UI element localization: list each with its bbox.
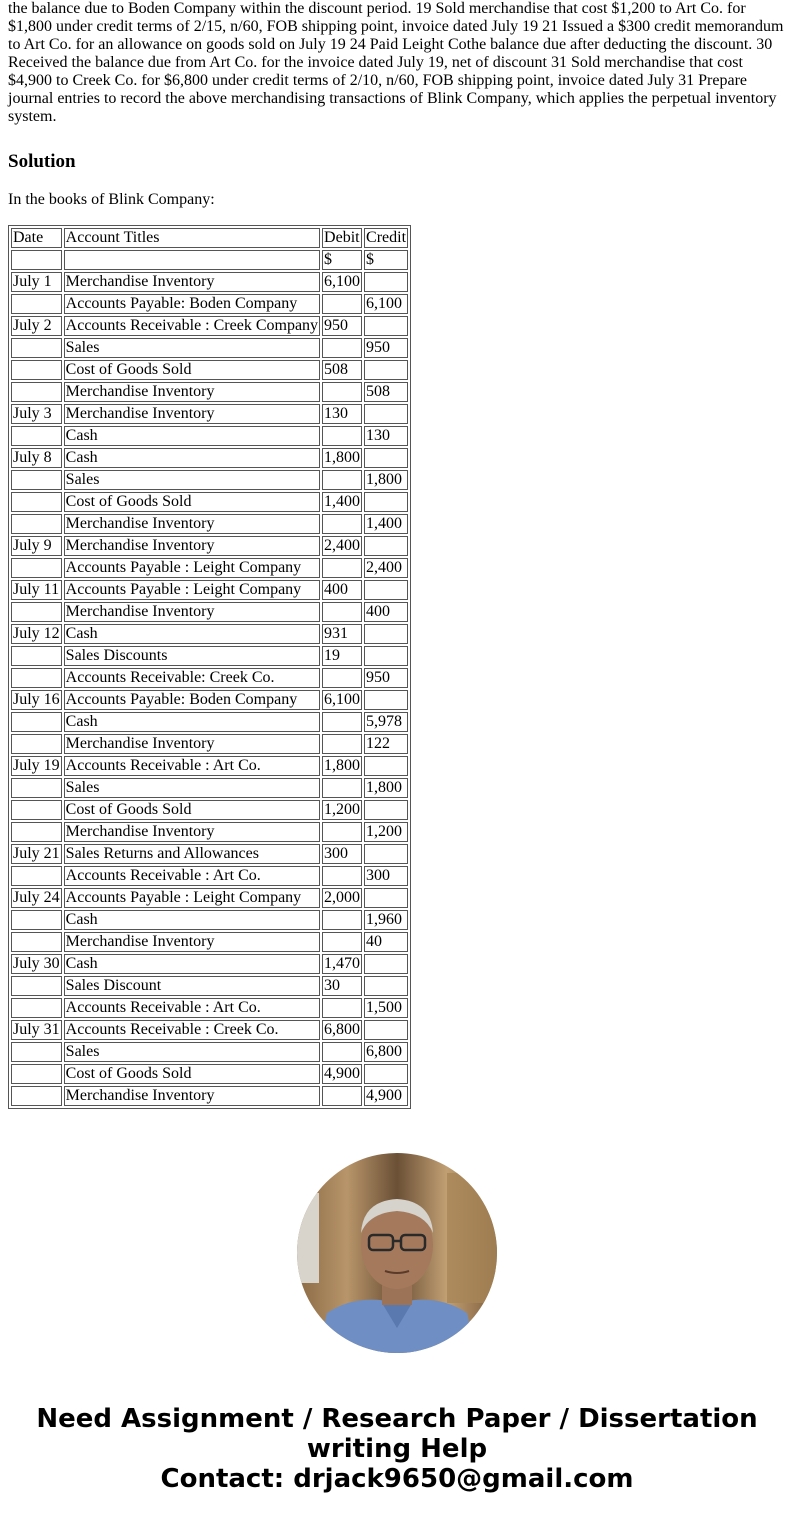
cell-debit — [322, 426, 362, 446]
table-header-row — [11, 228, 408, 248]
cell-account: Merchandise Inventory — [64, 536, 320, 556]
cell-debit: 1,800 — [324, 449, 361, 466]
cell-account: Accounts Payable : Leight Company — [64, 888, 320, 908]
table-row — [11, 932, 408, 952]
table-row — [11, 294, 408, 314]
cell-date: July 30 — [13, 955, 60, 972]
cell-date — [11, 294, 62, 314]
cell-debit: 300 — [322, 844, 362, 864]
cell-account: Cash — [64, 712, 320, 732]
table-row — [11, 580, 408, 600]
cell-account: Accounts Receivable : Creek Co. — [64, 1020, 320, 1040]
table-row — [11, 800, 408, 820]
table-row — [11, 1086, 408, 1106]
cell-account: Cash — [64, 426, 320, 446]
cell-debit: 931 — [322, 624, 362, 644]
cell-debit — [322, 866, 362, 886]
journal-table — [8, 225, 411, 1109]
cell-date — [11, 778, 62, 798]
cell-credit: 950 — [364, 338, 408, 358]
intro-text: In the books of Blink Company: — [8, 191, 215, 208]
cell-credit — [364, 360, 408, 380]
cell-date — [11, 470, 62, 490]
cell-date — [11, 866, 62, 886]
cell-debit — [322, 932, 362, 952]
cell-date — [11, 360, 62, 380]
table-row — [11, 646, 408, 666]
cell-debit — [322, 338, 362, 358]
table-row — [11, 690, 408, 710]
cell-date: July 31 — [13, 1021, 60, 1038]
cell-credit — [364, 404, 408, 424]
cell-account: Cash — [64, 910, 320, 930]
cell-credit: 1,800 — [364, 778, 408, 798]
cell-debit: 1,470 — [324, 955, 361, 972]
journal-body — [11, 250, 408, 1106]
table-row — [11, 888, 408, 908]
table-row — [11, 712, 408, 732]
cell-date — [11, 712, 62, 732]
cell-debit — [322, 910, 362, 930]
table-row — [11, 426, 408, 446]
table-row — [11, 998, 408, 1018]
main-content — [8, 0, 786, 1109]
cell-date — [11, 492, 62, 512]
cell-credit — [364, 690, 408, 710]
cell-debit — [322, 382, 362, 402]
table-row — [11, 668, 408, 688]
cell-date — [11, 1086, 62, 1106]
cell-account: Accounts Receivable : Creek Company — [65, 317, 319, 334]
cell-debit — [322, 602, 362, 622]
cell-debit: 1,800 — [324, 757, 361, 774]
table-row — [11, 624, 408, 644]
cell-debit — [322, 1042, 362, 1062]
cell-account: Merchandise Inventory — [64, 514, 320, 534]
table-row — [11, 734, 408, 754]
table-row — [11, 250, 408, 270]
cell-date: July 12 — [13, 625, 60, 642]
portrait-svg — [297, 1153, 497, 1353]
header-credit: Credit — [366, 229, 407, 246]
cell-credit — [364, 316, 408, 336]
cell-account: Accounts Receivable : Art Co. — [64, 866, 320, 886]
cta-line-2: writing Help — [306, 1434, 488, 1464]
cell-account: Merchandise Inventory — [64, 1086, 320, 1106]
cell-date — [11, 976, 62, 996]
table-row — [11, 1064, 408, 1084]
cell-debit — [322, 470, 362, 490]
cell-account: Sales — [64, 338, 320, 358]
cell-debit: 19 — [322, 646, 362, 666]
cell-debit: 1,400 — [324, 493, 361, 510]
cell-date — [11, 382, 62, 402]
table-row — [11, 1042, 408, 1062]
cell-debit — [322, 514, 362, 534]
table-row — [11, 404, 408, 424]
cell-account: Accounts Receivable : Art Co. — [64, 998, 320, 1018]
cell-debit: 6,800 — [324, 1021, 361, 1038]
cell-credit: 130 — [364, 426, 408, 446]
cell-account: Sales — [64, 470, 320, 490]
cell-debit: 6,100 — [324, 273, 361, 290]
cell-date — [11, 800, 62, 820]
cell-debit: 508 — [322, 360, 362, 380]
cell-account: Accounts Payable : Leight Company — [64, 558, 320, 578]
cell-debit: 4,900 — [324, 1065, 361, 1082]
cell-date: July 3 — [11, 404, 62, 424]
table-row — [11, 558, 408, 578]
table-row — [11, 338, 408, 358]
cell-credit — [364, 492, 408, 512]
cell-date — [11, 250, 62, 270]
table-row — [11, 272, 408, 292]
cell-credit: $ — [364, 250, 408, 270]
cell-credit: 508 — [364, 382, 408, 402]
cell-credit — [364, 1020, 408, 1040]
cell-account: Merchandise Inventory — [64, 932, 320, 952]
table-row — [11, 822, 408, 842]
cell-date — [11, 602, 62, 622]
cell-account: Sales Returns and Allowances — [64, 844, 320, 864]
cta-line-1: Need Assignment / Research Paper / Dissertation — [36, 1404, 758, 1434]
cell-credit: 950 — [364, 668, 408, 688]
table-row — [11, 1020, 408, 1040]
table-row — [11, 602, 408, 622]
cell-credit — [364, 844, 408, 864]
cell-debit — [322, 822, 362, 842]
cell-credit: 6,100 — [364, 294, 408, 314]
cell-credit — [364, 756, 408, 776]
cell-date: July 9 — [11, 536, 62, 556]
cell-account: Merchandise Inventory — [64, 272, 320, 292]
cell-credit: 1,500 — [364, 998, 408, 1018]
cell-credit — [364, 448, 408, 468]
cell-account: Cost of Goods Sold — [64, 800, 320, 820]
solution-heading: Solution — [8, 151, 76, 172]
cell-date: July 21 — [13, 845, 60, 862]
cell-date — [11, 646, 62, 666]
table-row — [11, 844, 408, 864]
cell-date — [11, 338, 62, 358]
cell-debit: 30 — [322, 976, 362, 996]
contact-banner — [0, 1404, 794, 1494]
cell-account — [64, 250, 320, 270]
cell-date: July 16 — [13, 691, 60, 708]
cell-date: July 24 — [13, 889, 60, 906]
cell-credit — [364, 580, 408, 600]
cell-date: July 19 — [13, 757, 60, 774]
table-row — [11, 778, 408, 798]
cell-account: Cash — [64, 624, 320, 644]
cell-account: Cost of Goods Sold — [64, 1064, 320, 1084]
cell-date — [11, 558, 62, 578]
table-row — [11, 514, 408, 534]
cell-debit — [322, 998, 362, 1018]
cell-credit — [364, 272, 408, 292]
cell-credit: 40 — [364, 932, 408, 952]
cell-credit — [364, 888, 408, 908]
cell-account: Merchandise Inventory — [64, 734, 320, 754]
problem-text: the balance due to Boden Company within the discount period. 19 Sold merchandise that cost $1,200 to Art Co. for $1,800 under credit terms of 2/15, n/60, FOB shipping point, invoice dated July 19 21 Issued a $300 credit memorandum to Art Co. for an allowance on goods sold on July 19 24 Paid Leight Cothe balance due after deducting the discount. 30 Received the balance due from Art Co. for the invoice dated July 19, net of discount 31 Sold merchandise that cost $4,900 to Creek Co. for $6,800 under credit terms of 2/10, n/60, FOB shipping point, invoice dated July 31 Prepare journal entries to record the above merchandising transactions of Blink Company, which applies the perpetual inventory system. — [8, 0, 784, 125]
cell-account: Sales — [64, 778, 320, 798]
cell-debit: 2,000 — [324, 889, 361, 906]
cell-debit — [322, 294, 362, 314]
table-row — [11, 470, 408, 490]
table-row — [11, 360, 408, 380]
cell-debit: 130 — [322, 404, 362, 424]
cell-date — [11, 822, 62, 842]
cell-credit — [364, 624, 408, 644]
cell-credit — [364, 976, 408, 996]
table-row — [11, 316, 408, 336]
cell-date — [11, 734, 62, 754]
cell-credit — [364, 800, 408, 820]
cell-date — [11, 668, 62, 688]
cell-debit: 1,200 — [324, 801, 361, 818]
cell-account: Accounts Payable: Boden Company — [64, 690, 320, 710]
cell-account: Merchandise Inventory — [64, 822, 320, 842]
table-row — [11, 954, 408, 974]
cell-account: Cash — [64, 954, 320, 974]
cell-account: Merchandise Inventory — [64, 382, 320, 402]
cell-credit: 400 — [364, 602, 408, 622]
cell-credit — [364, 536, 408, 556]
cell-credit: 4,900 — [364, 1086, 408, 1106]
cell-account: Accounts Receivable: Creek Co. — [64, 668, 320, 688]
cell-debit — [322, 734, 362, 754]
cell-credit: 122 — [364, 734, 408, 754]
cell-date: July 2 — [11, 316, 62, 336]
table-row — [11, 756, 408, 776]
cell-account: Cost of Goods Sold — [64, 360, 320, 380]
cell-debit: 2,400 — [324, 537, 361, 554]
cell-account: Merchandise Inventory — [64, 602, 320, 622]
cell-credit — [364, 954, 408, 974]
cell-date: July 1 — [11, 272, 62, 292]
cell-account: Cost of Goods Sold — [64, 492, 320, 512]
table-row — [11, 976, 408, 996]
table-row — [11, 492, 408, 512]
cell-credit: 2,400 — [364, 558, 408, 578]
cell-credit: 5,978 — [364, 712, 408, 732]
table-row — [11, 536, 408, 556]
cell-date — [11, 514, 62, 534]
cell-credit: 1,800 — [364, 470, 408, 490]
cell-date — [11, 910, 62, 930]
cell-debit — [322, 712, 362, 732]
cell-account: Merchandise Inventory — [64, 404, 320, 424]
cell-credit: 1,200 — [364, 822, 408, 842]
cell-credit: 6,800 — [364, 1042, 408, 1062]
cell-account: Sales — [64, 1042, 320, 1062]
cell-credit — [364, 1064, 408, 1084]
cell-account: Accounts Payable : Leight Company — [64, 580, 320, 600]
table-row — [11, 448, 408, 468]
cell-debit: $ — [322, 250, 362, 270]
cell-account: Accounts Payable: Boden Company — [64, 294, 320, 314]
table-row — [11, 382, 408, 402]
cell-date: July 8 — [11, 448, 62, 468]
cell-debit: 950 — [322, 316, 362, 336]
table-row — [11, 910, 408, 930]
cell-date — [11, 426, 62, 446]
cell-account: Accounts Receivable : Art Co. — [64, 756, 320, 776]
cell-date — [11, 1042, 62, 1062]
cell-account: Cash — [64, 448, 320, 468]
cta-line-3: Contact: drjack9650@gmail.com — [160, 1464, 634, 1494]
cell-date: July 11 — [11, 580, 62, 600]
cell-account: Sales Discount — [64, 976, 320, 996]
cell-debit — [322, 668, 362, 688]
cell-debit — [322, 558, 362, 578]
header-debit: Debit — [322, 228, 362, 248]
cell-credit: 1,960 — [364, 910, 408, 930]
cell-debit — [322, 778, 362, 798]
cell-credit: 300 — [364, 866, 408, 886]
cell-date — [11, 1064, 62, 1084]
cell-date — [11, 932, 62, 952]
cell-debit: 400 — [322, 580, 362, 600]
header-date: Date — [11, 228, 62, 248]
header-account: Account Titles — [64, 228, 320, 248]
cell-account: Sales Discounts — [64, 646, 320, 666]
cell-credit — [364, 646, 408, 666]
cell-debit — [322, 1086, 362, 1106]
table-row — [11, 866, 408, 886]
cell-date — [11, 998, 62, 1018]
cell-credit: 1,400 — [364, 514, 408, 534]
cell-debit: 6,100 — [324, 691, 361, 708]
tutor-portrait-icon — [297, 1153, 497, 1353]
